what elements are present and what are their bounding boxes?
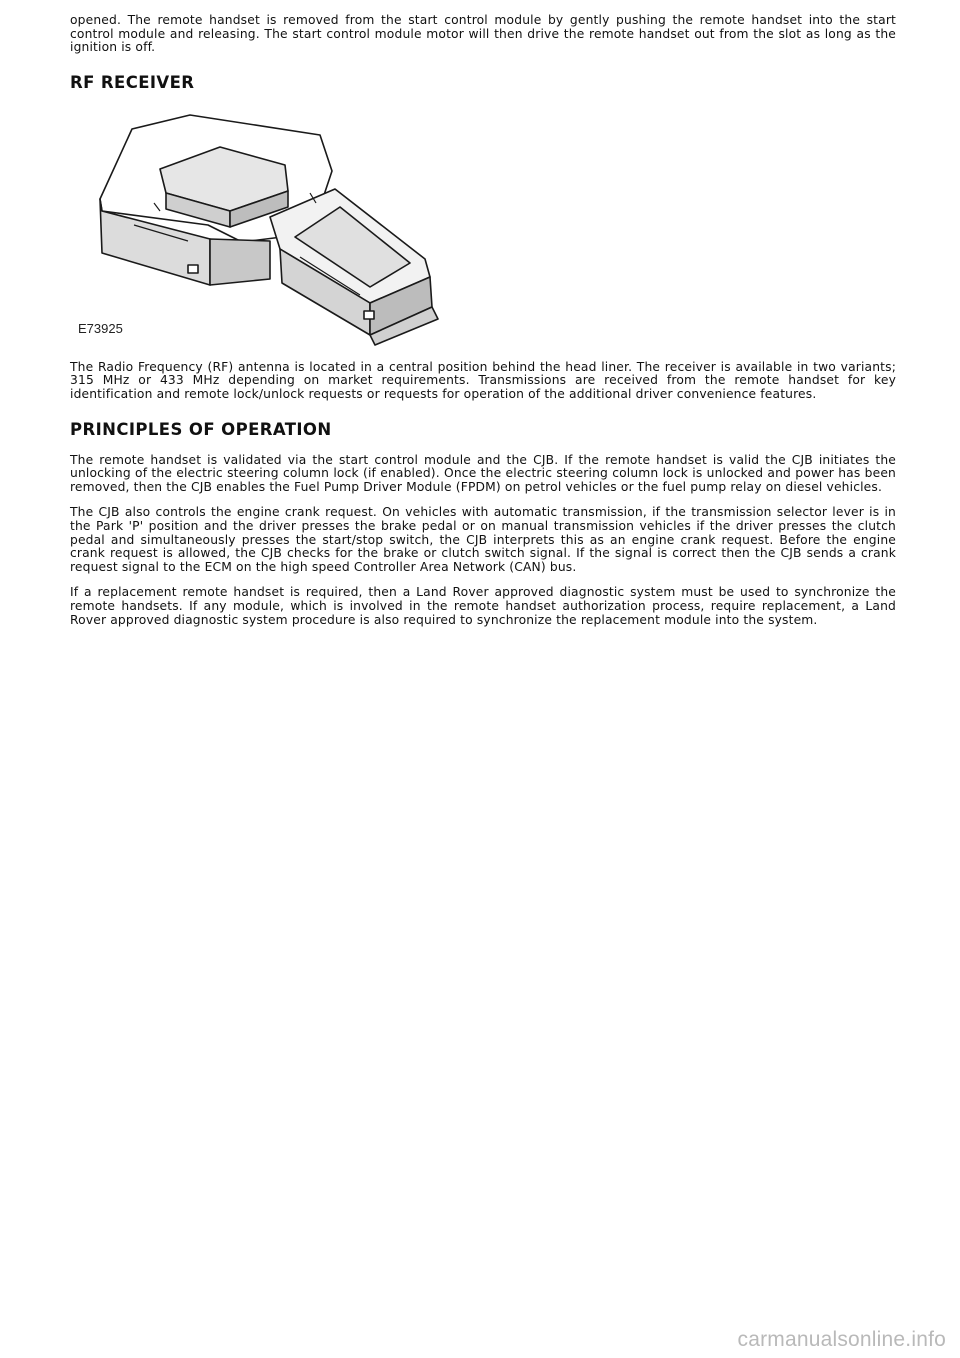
document-page [70, 14, 896, 639]
intro-paragraph: opened. The remote handset is removed from the start control module by gently pushing the remote handset into the start control module and releasing. The start control module motor will then drive the remote handset out from the slot as long as the ignition is off. [70, 13, 896, 55]
connector-slot-left [188, 265, 198, 273]
operation-paragraph-3: If a replacement remote handset is required, then a Land Rover approved diagnostic system must be used to synchronize the remote handsets. If any module, which is involved in the remote handset authorization process, require replacement, a Land Rover approved diagnostic system procedure is also required to synchronize the replacement module into the system. [70, 585, 896, 627]
operation-paragraph-1: The remote handset is validated via the start control module and the CJB. If the remote handset is valid the CJB initiates the unlocking of the electric steering column lock (if enabled). Once the electric steering column lock is unlocked and power has been removed, then the CJB enables the Fuel Pump Driver Module (FPDM) on petrol vehicles or the fuel pump relay on diesel vehicles. [70, 452, 896, 494]
operation-paragraph-2: The CJB also controls the engine crank request. On vehicles with automatic transmission, if the transmission selector lever is in the Park 'P' position and the driver presses the brake pedal or on manual transmission vehicles if the driver presses the clutch pedal and simultaneously presses the start/stop switch, the CJB interprets this as an engine crank request. Before the engine crank request is allowed, the CJB checks for the brake or clutch switch signal. If the signal is correct then the CJB sends a crank request signal to the ECM on the high speed Controller Area Network (CAN) bus. [70, 505, 896, 574]
rf-receiver-illustration [70, 107, 490, 347]
section-heading-rf-receiver: RF RECEIVER [70, 72, 195, 92]
rf-receiver-paragraph: The Radio Frequency (RF) antenna is located in a central position behind the head liner. The receiver is available in two variants; 315 MHz or 433 MHz depending on market requirements. Transmissions are received from the remote handset for key identification and remote lock/unlock requests or requests for operation of the additional driver convenience features. [70, 359, 896, 401]
connector-slot-right [364, 311, 374, 319]
site-watermark: carmanualsonline.info [737, 1328, 946, 1351]
section-heading-principles-of-operation: PRINCIPLES OF OPERATION [70, 419, 332, 439]
rf-receiver-figure [70, 107, 490, 347]
figure-label: E73925 [78, 320, 123, 336]
